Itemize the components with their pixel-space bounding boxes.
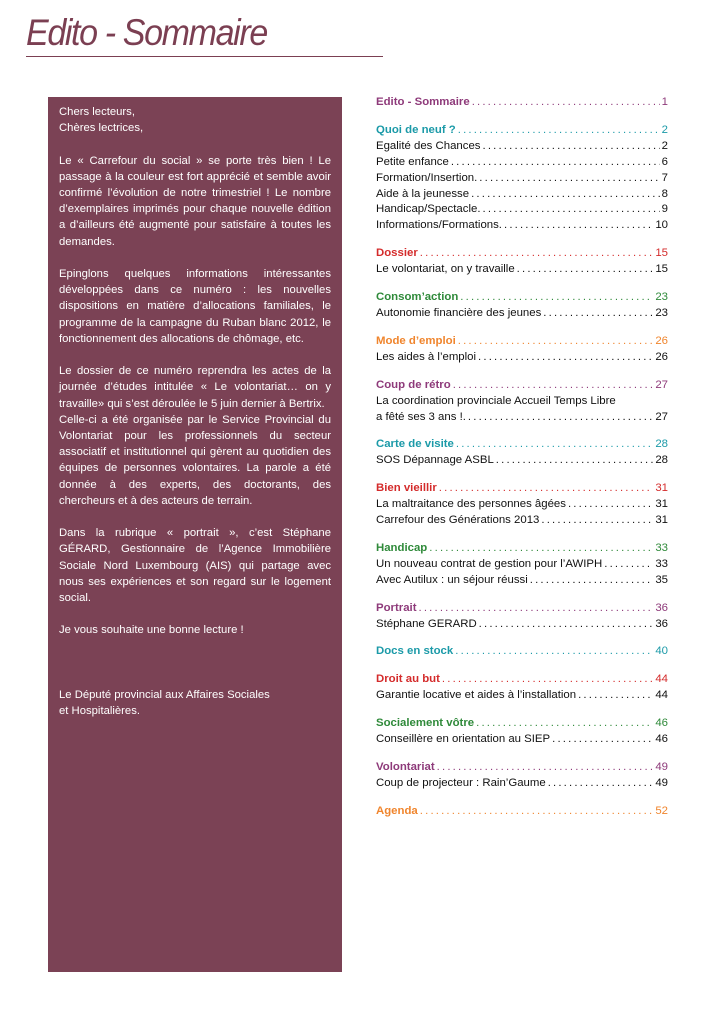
greeting-line-1: Chers lecteurs, xyxy=(59,106,135,118)
toc-heading[interactable] xyxy=(376,95,668,111)
toc-item-label: Informations/Formations. xyxy=(376,219,502,232)
toc-section xyxy=(376,541,668,589)
toc-section xyxy=(376,601,668,633)
toc-item-page: 26 xyxy=(655,350,668,363)
toc-leader-dots xyxy=(478,350,653,366)
toc-item-label: Handicap/Spectacle. xyxy=(376,203,481,216)
toc-item-label: Un nouveau contrat de gestion pour l’AWIPH xyxy=(376,557,603,570)
toc-heading[interactable] xyxy=(376,804,668,820)
toc-item-page: 7 xyxy=(661,171,668,184)
toc-item[interactable] xyxy=(376,350,668,366)
toc-section xyxy=(376,716,668,748)
toc-item-page: 23 xyxy=(655,306,668,319)
toc-item-page: 46 xyxy=(655,733,668,746)
toc-item-label: Aide à la jeunesse xyxy=(376,187,470,200)
toc-heading-page: 49 xyxy=(655,761,668,773)
edito-paragraph-1: Le « Carrefour du social » se porte très bien ! Le passage à la couleur est fort apprécié et semble avoir confirmé l’évolution de notre trimestriel ! Le nombre d’exemplaires imprimés pour chaque nouvelle édition a d’ailleurs été augmenté pour satisfaire à toutes les demandes. xyxy=(59,154,331,248)
toc-section xyxy=(376,246,668,278)
toc-item-page: 33 xyxy=(655,557,668,570)
toc-heading[interactable] xyxy=(376,246,668,262)
toc-heading-label: Bien vieillir xyxy=(376,482,437,495)
greeting-line-2: Chères lectrices, xyxy=(59,122,144,135)
toc-heading-page: 44 xyxy=(655,673,668,686)
table-of-contents xyxy=(376,95,668,832)
toc-item-label: La maltraitance des personnes âgées xyxy=(376,498,566,511)
toc-leader-dots xyxy=(453,378,654,394)
toc-heading-label: Edito - Sommaire xyxy=(376,96,470,108)
toc-heading-page: 28 xyxy=(655,438,668,451)
toc-item[interactable] xyxy=(376,410,668,426)
toc-heading[interactable] xyxy=(376,601,668,617)
toc-leader-dots xyxy=(552,732,653,748)
toc-heading[interactable] xyxy=(376,437,668,453)
toc-leader-dots xyxy=(496,453,654,469)
toc-item-label: Conseillère en orientation au SIEP xyxy=(376,733,551,746)
toc-heading-page: 46 xyxy=(655,717,668,730)
toc-item-page: 8 xyxy=(661,187,668,200)
toc-item-label: Egalité des Chances xyxy=(376,139,481,152)
toc-item-label: Avec Autilux : un séjour réussi xyxy=(376,573,528,586)
toc-heading[interactable] xyxy=(376,290,668,306)
toc-heading-label: Docs en stock xyxy=(376,645,454,658)
toc-item-page: 36 xyxy=(655,617,668,630)
toc-heading-page: 23 xyxy=(655,291,668,304)
toc-section xyxy=(376,123,668,234)
toc-item-label: Coup de projecteur : Rain’Gaume xyxy=(376,776,546,789)
toc-leader-dots xyxy=(442,672,653,688)
toc-heading-label: Mode d’emploi xyxy=(376,334,456,347)
toc-heading-page: 1 xyxy=(661,96,668,108)
toc-leader-dots xyxy=(479,171,659,187)
toc-leader-dots xyxy=(419,601,654,617)
toc-leader-dots xyxy=(439,481,654,497)
toc-heading[interactable] xyxy=(376,760,668,776)
toc-item[interactable] xyxy=(376,617,668,633)
toc-leader-dots xyxy=(479,617,654,633)
toc-heading-label: Socialement vôtre xyxy=(376,717,475,730)
toc-leader-dots xyxy=(458,334,654,350)
toc-leader-dots xyxy=(517,262,654,278)
edito-greeting xyxy=(59,104,331,136)
edito-paragraph-4: Celle-ci a été organisée par le Service Provincial du Volontariat pour les professionnels du secteur associatif et institutionnel qui gèrent au quotidien des équipes de personnes volontaires. La parole a été donnée à des experts, des doctorants, des chercheurs et à des acteurs de terrain. xyxy=(59,413,331,507)
toc-item[interactable] xyxy=(376,306,668,322)
toc-item-label: Stéphane GERARD xyxy=(376,617,477,630)
toc-leader-dots xyxy=(530,573,654,589)
toc-section xyxy=(376,95,668,111)
toc-leader-dots xyxy=(476,716,653,732)
edito-signature xyxy=(59,687,331,719)
edito-text xyxy=(59,104,331,735)
toc-leader-dots xyxy=(482,202,659,218)
toc-item[interactable] xyxy=(376,732,668,748)
toc-item[interactable] xyxy=(376,513,668,529)
toc-heading-page: 52 xyxy=(655,804,668,817)
toc-heading[interactable] xyxy=(376,378,668,394)
toc-item[interactable] xyxy=(376,139,668,155)
toc-heading[interactable] xyxy=(376,481,668,497)
toc-section xyxy=(376,378,668,426)
toc-item-page: 31 xyxy=(655,498,668,511)
toc-item-page: 15 xyxy=(655,263,668,276)
toc-section xyxy=(376,481,668,529)
signature-line-2: et Hospitalières. xyxy=(59,704,140,717)
toc-heading-page: 31 xyxy=(655,482,668,495)
toc-heading-page: 36 xyxy=(655,601,668,614)
edito-paragraph-3: Le dossier de ce numéro reprendra les actes de la journée d’études intitulée « Le volontariat… on y travaille» qui s’est déroulée le 5 juin dernier à Bertrix. xyxy=(59,365,331,410)
toc-section xyxy=(376,290,668,322)
toc-item-label: Le volontariat, on y travaille xyxy=(376,263,515,276)
toc-heading[interactable] xyxy=(376,123,668,139)
toc-item-label: Les aides à l’emploi xyxy=(376,350,477,363)
toc-leader-dots xyxy=(604,557,653,573)
toc-section xyxy=(376,644,668,660)
toc-leader-dots xyxy=(482,139,659,155)
signature-line-1: Le Député provincial aux Affaires Sociales xyxy=(59,688,270,701)
toc-item[interactable] xyxy=(376,497,668,513)
toc-heading-label: Quoi de neuf ? xyxy=(376,123,456,136)
toc-item[interactable] xyxy=(376,688,668,704)
toc-item[interactable] xyxy=(376,218,668,234)
toc-leader-dots xyxy=(460,290,653,306)
toc-heading[interactable] xyxy=(376,334,668,350)
toc-heading[interactable] xyxy=(376,644,668,660)
toc-leader-dots xyxy=(468,410,653,426)
toc-heading[interactable] xyxy=(376,672,668,688)
toc-section xyxy=(376,760,668,792)
title-underline xyxy=(26,56,383,57)
toc-leader-dots xyxy=(548,776,654,792)
toc-item-page: 10 xyxy=(655,219,668,232)
toc-heading-page: 33 xyxy=(655,541,668,554)
toc-heading[interactable] xyxy=(376,716,668,732)
page-title: Edito - Sommaire xyxy=(26,12,267,53)
toc-item[interactable] xyxy=(376,262,668,278)
toc-heading-page: 40 xyxy=(655,645,668,658)
toc-item-label: Carrefour des Générations 2013 xyxy=(376,514,540,527)
toc-leader-dots xyxy=(578,688,653,704)
toc-leader-dots xyxy=(568,497,653,513)
toc-leader-dots xyxy=(420,246,654,262)
toc-section xyxy=(376,804,668,820)
toc-item-page: 31 xyxy=(655,514,668,527)
toc-item-page: 9 xyxy=(661,203,668,216)
toc-leader-dots xyxy=(420,804,654,820)
toc-item-label: Garantie locative et aides à l’installation xyxy=(376,689,577,702)
toc-item[interactable] xyxy=(376,202,668,218)
toc-item[interactable] xyxy=(376,453,668,469)
toc-item-page: 44 xyxy=(655,689,668,702)
toc-heading-page: 26 xyxy=(655,334,668,347)
toc-leader-dots xyxy=(455,644,653,660)
toc-heading-label: Dossier xyxy=(376,247,418,260)
toc-section xyxy=(376,437,668,469)
toc-heading-label: Handicap xyxy=(376,541,428,554)
toc-leader-dots xyxy=(458,123,660,139)
toc-item-label-continued: a fêté ses 3 ans !. xyxy=(376,410,466,423)
toc-item[interactable] xyxy=(376,187,668,203)
toc-heading-page: 2 xyxy=(661,123,668,136)
edito-paragraph-5: Dans la rubrique « portrait », c’est Stéphane GÉRARD, Gestionnaire de l’Agence Immobilière Sociale Nord Luxembourg (AIS) qui partage avec nous ses expériences et son regard sur le logement social. xyxy=(59,527,331,605)
toc-leader-dots xyxy=(456,437,653,453)
toc-heading-label: Volontariat xyxy=(376,761,435,773)
toc-section xyxy=(376,334,668,366)
toc-item-page: 2 xyxy=(661,139,668,152)
toc-item-label: SOS Dépannage ASBL xyxy=(376,454,494,467)
toc-item[interactable] xyxy=(376,171,668,187)
toc-item[interactable] xyxy=(376,573,668,589)
toc-item-line[interactable] xyxy=(376,394,668,410)
toc-leader-dots xyxy=(451,155,660,171)
toc-item-label: Petite enfance xyxy=(376,155,449,168)
toc-heading-label: Droit au but xyxy=(376,673,440,686)
toc-leader-dots xyxy=(541,513,653,529)
edito-paragraph-2: Epinglons quelques informations intéressantes développées dans ce numéro : les nouvelles dispositions en matière d’allocations familiales, le programme de la campagne du Ruban blanc 2012, le fonctionnement des allocations de chômage, etc. xyxy=(59,268,331,345)
toc-heading-label: Portrait xyxy=(376,601,417,614)
toc-leader-dots xyxy=(472,95,660,111)
toc-item-label: Formation/Insertion. xyxy=(376,171,478,184)
toc-leader-dots xyxy=(504,218,653,234)
toc-item-page: 28 xyxy=(655,454,668,467)
toc-item[interactable] xyxy=(376,155,668,171)
toc-heading-page: 15 xyxy=(655,247,668,260)
toc-item-label: La coordination provinciale Accueil Temps Libre xyxy=(376,394,616,407)
toc-item-page: 35 xyxy=(655,573,668,586)
toc-heading-label: Agenda xyxy=(376,804,418,817)
toc-leader-dots xyxy=(543,306,653,322)
toc-heading-label: Consom’action xyxy=(376,291,459,304)
toc-heading-label: Coup de rétro xyxy=(376,378,451,391)
toc-heading-label: Carte de visite xyxy=(376,438,454,451)
toc-item[interactable] xyxy=(376,776,668,792)
toc-leader-dots xyxy=(471,187,660,203)
edito-closing: Je vous souhaite une bonne lecture ! xyxy=(59,624,244,637)
toc-item-page: 6 xyxy=(661,155,668,168)
toc-item-page: 27 xyxy=(655,410,668,423)
toc-leader-dots xyxy=(437,760,654,776)
toc-item[interactable] xyxy=(376,557,668,573)
toc-item-page: 49 xyxy=(655,776,668,789)
toc-heading[interactable] xyxy=(376,541,668,557)
toc-item-label: Autonomie financière des jeunes xyxy=(376,306,542,319)
toc-heading-page: 27 xyxy=(655,378,668,391)
toc-section xyxy=(376,672,668,704)
toc-leader-dots xyxy=(429,541,653,557)
